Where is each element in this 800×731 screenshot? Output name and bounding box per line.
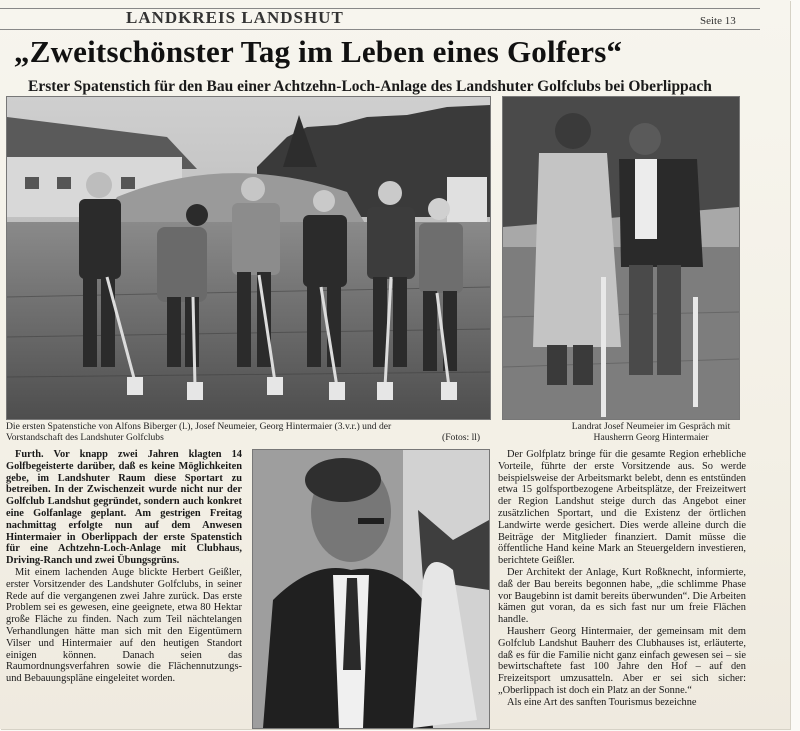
article-lead	[6, 449, 242, 567]
article-paragraph: Als eine Art des sanften Tourismus bezeichne	[507, 696, 697, 708]
photo-credit: (Fotos: ll)	[442, 432, 481, 444]
caption-line-1: Die ersten Spatenstiche von Alfons Biberger (l.), Josef Neumeier, Georg Hintermaier (3.v.r.) und der	[6, 421, 392, 432]
article-paragraph: Der Golfplatz bringe für die gesamte Region erhebliche Vorteile, führte der erste Vorsitzende aus. So werde beispielsweise der Arbeitsmarkt belebt, denn es entstünden etwa 15 golfsportbezogene Arbeitsplätze, der Freizeitwert der Region Landshut steige durch das Angebot einer zusätzlichen Sportart, und die Existenz der örtlichen Landwirte werde gesichert. Dies werde alleine durch die Beiträge der Mitglieder finanziert. Damit müsse die öffentliche Hand keine Mark an Steuergeldern investieren, berichtete Geißler.	[498, 449, 746, 567]
conversation-photo	[502, 96, 740, 420]
header-rule	[0, 8, 760, 30]
speaker-portrait-photo	[252, 449, 490, 729]
article-paragraph: Der Architekt der Anlage, Kurt Roßknecht, informierte, daß der Bau bereits begonnen habe, „die schlimme Phase vor Baugebinn ist damit bereits überwunden“. Die Arbeiten kämen gut voran, da es sich fast nur um freie Flächen handle.	[498, 566, 746, 626]
page-number: Seite 13	[700, 15, 736, 27]
article-paragraph: Hausherr Georg Hintermaier, der gemeinsam mit dem Golfclub Landshut Bauherr des Clubhauses ist, erläuterte, daß es für die Familie nicht ganz einfach gewesen sei – sie bewirtschaftete fast 100 Jahre den Hof – auf den Freizeitsport umzusatteln. Aber er sei sich sicher: „Oberlippach ist doch ein Platz an der Sonne.“	[498, 625, 746, 696]
conversation-photo-caption: Landrat Josef Neumeier im Gespräch mit Hausherrn Georg Hintermaier	[571, 421, 731, 444]
lead-text: Vor knapp zwei Jahren klagten 14 Golfbegeisterte darüber, daß es keine Möglichkeiten gebe, im Landshuter Raum diese Sportart zu betreiben. In der Zwischenzeit wurde nicht nur der Golfclub Landshut gegründet, sondern auch konkret eine Golfanlage geplant. Am gestrigen Freitag nachmittag erfolgte nun auf dem Anwesen Hintermaier in Oberlippach der erste Spatenstich für eine Achtzehn-Loch-Anlage mit Clubhaus, Driving-Ranch und zwei Übungsgrüns.	[6, 449, 242, 567]
headline: „Zweitschönster Tag im Leben eines Golfers“	[14, 34, 623, 69]
group-ground-breaking-photo	[6, 96, 491, 420]
subheadline: Erster Spatenstich für den Bau einer Achtzehn-Loch-Anlage des Landshuter Golfclubs bei Oberlippach	[28, 78, 712, 95]
caption-line-2: Vorstandschaft des Landshuter Golfclubs	[6, 432, 164, 444]
article-right-column	[498, 449, 746, 709]
article-paragraph: Mit einem lachenden Auge blickte Herbert Geißler, erster Vorsitzender des Landshuter Golfclubs, in seiner Rede auf die vergangenen zwei Jahre zurück. Das erste Problem sei es gewesen, eine geeignete, etwa 80 Hektar große Fläche zu finden. Nach zum Teil nächtelangen Verhandlungen hätte man sich mit den Eigentümern Vilser und Hintermaier auf den heutigen Standort einigen können. Danach seien das Raumordnungsverfahren sowie die Flächennutzungs- und Bebauungspläne eingeleitet worden.	[6, 566, 242, 685]
group-photo-caption	[6, 421, 490, 444]
dateline: Furth.	[15, 449, 44, 460]
article-left-column	[6, 449, 242, 685]
section-title: LANDKREIS LANDSHUT	[126, 8, 344, 27]
